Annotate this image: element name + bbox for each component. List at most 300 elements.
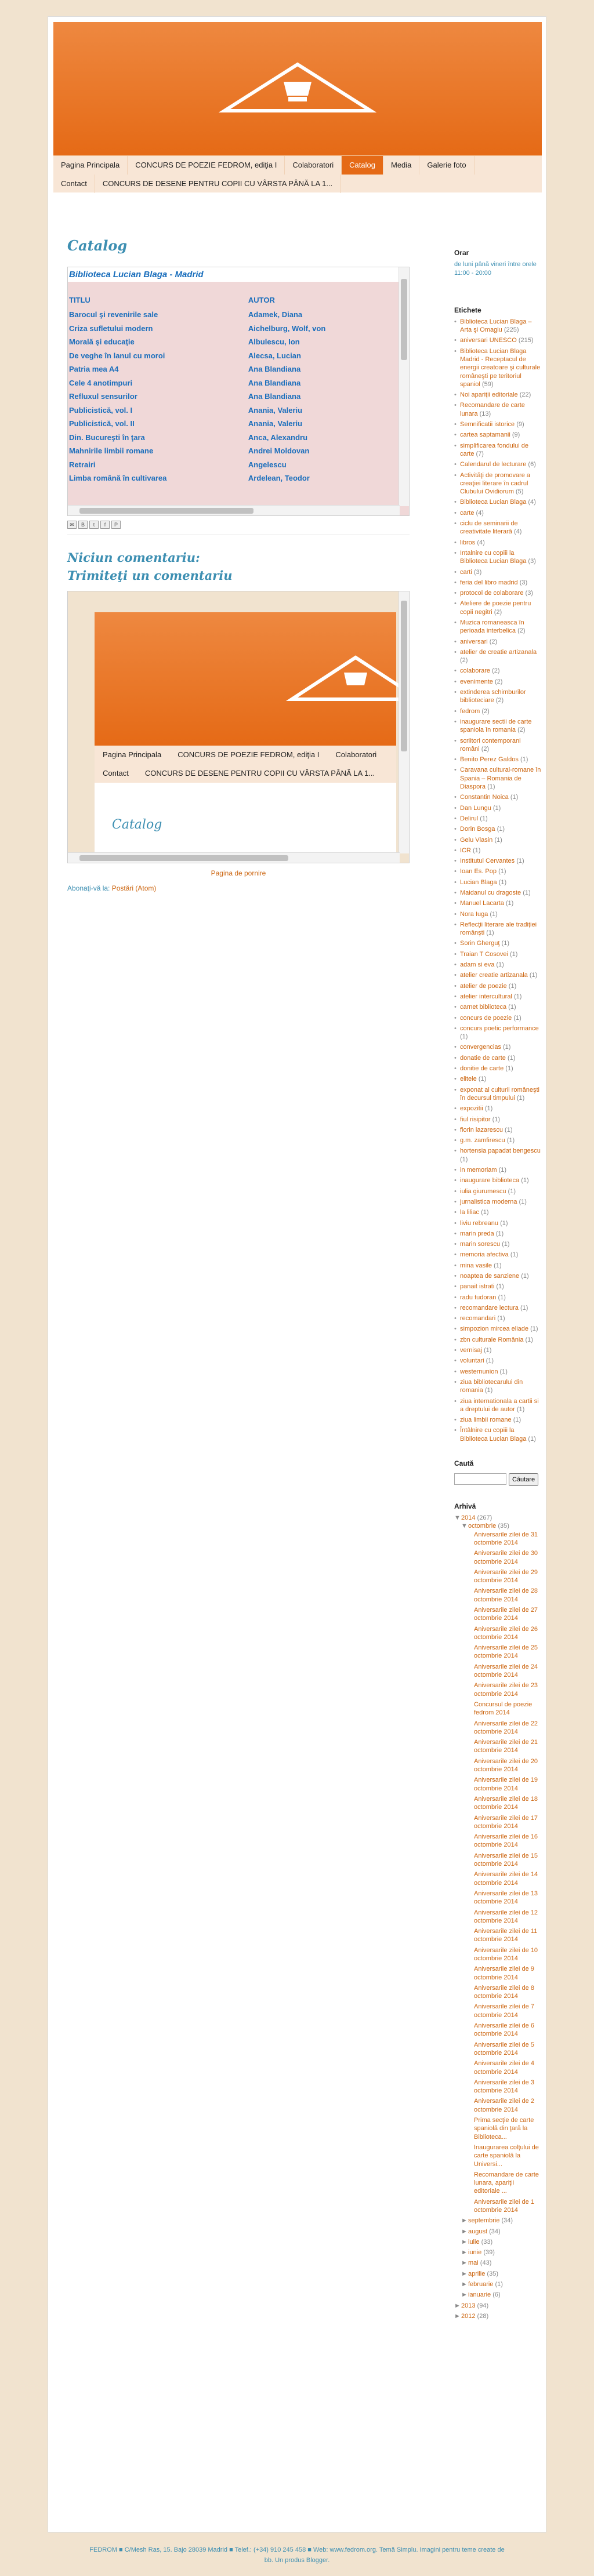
archive-post-link[interactable]: Aniversarile zilei de 2 octombrie 2014 — [474, 2098, 534, 2113]
archive-month[interactable] — [461, 2217, 541, 2225]
archive-post-item[interactable] — [474, 1720, 541, 1736]
search-button[interactable]: Căutare — [509, 1473, 538, 1486]
label-item[interactable] — [454, 1416, 541, 1424]
archive-post-item[interactable] — [474, 2097, 541, 2114]
label-link[interactable]: Intalnire cu copiii la Biblioteca Lucian Blaga — [460, 549, 527, 565]
label-item[interactable] — [454, 460, 541, 468]
archive-post-link[interactable]: Aniversarile zilei de 1 octombrie 2014 — [474, 2198, 534, 2214]
label-item[interactable] — [454, 899, 541, 907]
archive-post-link[interactable]: Inaugurarea colţului de carte spaniolă la Universi... — [474, 2143, 539, 2168]
label-link[interactable]: atelier de poezie — [460, 982, 507, 990]
label-link[interactable]: Sorin Gherguţ — [460, 940, 500, 947]
label-link[interactable]: Gelu Vlasin — [460, 836, 493, 844]
archive-post-link[interactable]: Aniversarile zilei de 30 octombrie 2014 — [474, 1550, 538, 1565]
label-item[interactable] — [454, 420, 541, 428]
archive-post-link[interactable]: Aniversarile zilei de 3 octombrie 2014 — [474, 2079, 534, 2095]
label-link[interactable]: iulia giurumescu — [460, 1187, 506, 1195]
label-item[interactable] — [454, 1176, 541, 1185]
label-link[interactable]: Traian T Cosovei — [460, 950, 508, 958]
label-item[interactable] — [454, 1325, 541, 1333]
label-link[interactable]: Activităţi de promovare a creaţiei literare în cadrul Clubului Ovidiorum — [460, 471, 531, 496]
label-link[interactable]: convergencias — [460, 1044, 501, 1051]
label-link[interactable]: ziua bibliotecarului din romania — [460, 1378, 523, 1394]
archive-year[interactable] — [454, 2312, 541, 2320]
label-link[interactable]: ziua limbii romane — [460, 1416, 512, 1424]
archive-post-link[interactable]: Aniversarile zilei de 8 octombrie 2014 — [474, 1984, 534, 2000]
archive-post-item[interactable] — [474, 1568, 541, 1585]
label-item[interactable] — [454, 1014, 541, 1022]
nav-item-media[interactable]: Media — [383, 156, 419, 175]
archive-post-item[interactable] — [474, 1531, 541, 1547]
label-item[interactable] — [454, 1336, 541, 1344]
label-item[interactable] — [454, 867, 541, 875]
expand-arrow-icon[interactable]: ► — [461, 2291, 468, 2299]
label-item[interactable] — [454, 1198, 541, 1206]
label-link[interactable]: g.m. zamfirescu — [460, 1137, 505, 1145]
label-item[interactable] — [454, 815, 541, 823]
home-link[interactable]: Pagina de pornire — [211, 869, 266, 877]
label-item[interactable] — [454, 1240, 541, 1248]
label-item[interactable] — [454, 889, 541, 897]
archive-post-item[interactable] — [474, 1852, 541, 1869]
label-link[interactable]: aniversari — [460, 638, 488, 645]
label-link[interactable]: noaptea de sanziene — [460, 1272, 520, 1280]
label-item[interactable] — [454, 579, 541, 587]
label-link[interactable]: protocol de colaborare — [460, 590, 524, 597]
label-item[interactable] — [454, 347, 541, 388]
label-item[interactable] — [454, 1294, 541, 1302]
archive-month[interactable] — [461, 2259, 541, 2267]
label-item[interactable] — [454, 336, 541, 344]
archive-post-item[interactable] — [474, 1606, 541, 1623]
pinterest-share-icon[interactable]: P — [111, 521, 121, 529]
label-link[interactable]: adam si eva — [460, 961, 495, 969]
label-link[interactable]: elitele — [460, 1076, 477, 1083]
label-link[interactable]: vernisaj — [460, 1347, 482, 1354]
label-item[interactable] — [454, 1136, 541, 1145]
label-link[interactable]: marin preda — [460, 1230, 494, 1237]
archive-post-item[interactable] — [474, 2003, 541, 2019]
expand-arrow-icon[interactable]: ▼ — [454, 1514, 461, 1522]
expand-arrow-icon[interactable]: ► — [461, 2281, 468, 2288]
archive-post-item[interactable] — [474, 1870, 541, 1887]
label-item[interactable] — [454, 1208, 541, 1216]
archive-post-item[interactable] — [474, 1681, 541, 1698]
label-item[interactable] — [454, 939, 541, 947]
archive-post-item[interactable] — [474, 2143, 541, 2168]
archive-month-link[interactable]: octombrie — [468, 1523, 497, 1530]
email-share-icon[interactable]: ✉ — [67, 521, 77, 529]
label-item[interactable] — [454, 793, 541, 801]
label-item[interactable] — [454, 846, 541, 855]
archive-post-item[interactable] — [474, 2171, 541, 2196]
label-link[interactable]: donatie de carte — [460, 1054, 506, 1062]
archive-post-item[interactable] — [474, 1909, 541, 1925]
label-item[interactable] — [454, 688, 541, 705]
archive-year[interactable] — [454, 1514, 541, 2299]
label-item[interactable] — [454, 401, 541, 418]
label-link[interactable]: mina vasile — [460, 1262, 492, 1269]
label-link[interactable]: jurnalistica moderna — [460, 1198, 517, 1205]
frame-nav-item-poetry[interactable]: CONCURS DE POEZIE FEDROM, ediţia I — [178, 750, 320, 759]
archive-month-link[interactable]: ianuarie — [468, 2291, 491, 2299]
label-item[interactable] — [454, 804, 541, 812]
label-item[interactable] — [454, 755, 541, 764]
archive-year[interactable] — [454, 2302, 541, 2310]
archive-month-link[interactable]: septembrie — [468, 2217, 500, 2225]
label-link[interactable]: cartea saptamanii — [460, 431, 510, 439]
label-link[interactable]: liviu rebreanu — [460, 1219, 499, 1227]
label-link[interactable]: hortensia papadat bengescu — [460, 1147, 541, 1155]
archive-post-link[interactable]: Aniversarile zilei de 29 octombrie 2014 — [474, 1568, 538, 1585]
archive-post-item[interactable] — [474, 1757, 541, 1774]
archive-post-item[interactable] — [474, 1738, 541, 1755]
archive-post-link[interactable]: Aniversarile zilei de 13 octombrie 2014 — [474, 1890, 538, 1906]
label-link[interactable]: concurs poetic performance — [460, 1024, 539, 1032]
label-item[interactable] — [454, 1357, 541, 1365]
label-link[interactable]: Biblioteca Lucian Blaga – Arta şi Omagiu — [460, 318, 532, 334]
archive-post-link[interactable]: Aniversarile zilei de 17 octombrie 2014 — [474, 1814, 538, 1830]
subscribe-atom-link[interactable]: Postări (Atom) — [111, 884, 157, 892]
twitter-share-icon[interactable]: t — [89, 521, 99, 529]
label-link[interactable]: recomandari — [460, 1315, 496, 1322]
label-item[interactable] — [454, 961, 541, 969]
label-item[interactable] — [454, 1219, 541, 1227]
archive-post-link[interactable]: Aniversarile zilei de 12 octombrie 2014 — [474, 1909, 538, 1924]
archive-post-item[interactable] — [474, 1890, 541, 1906]
label-link[interactable]: Reflecţii literare ale tradiţiei românşti — [460, 921, 537, 937]
archive-post-link[interactable]: Aniversarile zilei de 28 octombrie 2014 — [474, 1587, 538, 1603]
archive-post-item[interactable] — [474, 1814, 541, 1831]
label-item[interactable] — [454, 718, 541, 735]
facebook-share-icon[interactable]: f — [100, 521, 110, 529]
label-item[interactable] — [454, 1043, 541, 1051]
label-item[interactable] — [454, 600, 541, 616]
archive-post-link[interactable]: Aniversarile zilei de 11 octombrie 2014 — [474, 1928, 538, 1943]
archive-post-link[interactable]: Concursul de poezie fedrom 2014 — [474, 1701, 533, 1717]
label-item[interactable] — [454, 1104, 541, 1113]
expand-arrow-icon[interactable]: ► — [461, 2228, 468, 2235]
archive-month[interactable] — [461, 2270, 541, 2278]
label-link[interactable]: evenimente — [460, 678, 493, 685]
label-link[interactable]: radu tudoran — [460, 1294, 497, 1301]
catalog-vertical-scrollbar[interactable] — [399, 267, 409, 506]
label-item[interactable] — [454, 1230, 541, 1238]
label-link[interactable]: scriitori contemporani români — [460, 737, 521, 753]
expand-arrow-icon[interactable]: ► — [454, 2312, 461, 2320]
label-link[interactable]: Calendarul de lecturare — [460, 461, 527, 468]
archive-post-item[interactable] — [474, 2022, 541, 2039]
label-link[interactable]: Dan Lungu — [460, 804, 491, 812]
archive-post-link[interactable]: Aniversarile zilei de 18 octombrie 2014 — [474, 1795, 538, 1811]
archive-month-link[interactable]: aprilie — [468, 2270, 486, 2277]
label-link[interactable]: Constantin Noica — [460, 794, 509, 801]
nav-item-collaborators[interactable]: Colaboratori — [285, 156, 342, 175]
label-link[interactable]: Muzica romaneasca în perioada interbelica — [460, 619, 524, 635]
label-link[interactable]: fedrom — [460, 707, 480, 715]
expand-arrow-icon[interactable]: ► — [461, 2270, 468, 2277]
label-link[interactable]: carte — [460, 509, 475, 517]
label-item[interactable] — [454, 1282, 541, 1291]
label-link[interactable]: Caravana cultural-romane în Spania – Romania de Diaspora — [460, 766, 541, 791]
nav-item-photo-gallery[interactable]: Galerie foto — [419, 156, 474, 175]
archive-month-link[interactable]: august — [468, 2228, 488, 2235]
archive-post-link[interactable]: Aniversarile zilei de 31 octombrie 2014 — [474, 1531, 538, 1546]
archive-post-link[interactable]: Aniversarile zilei de 7 octombrie 2014 — [474, 2003, 534, 2019]
label-link[interactable]: Benito Perez Galdos — [460, 756, 519, 764]
archive-post-item[interactable] — [474, 1701, 541, 1717]
label-item[interactable] — [454, 648, 541, 665]
label-item[interactable] — [454, 1368, 541, 1376]
label-link[interactable]: exponat al culturii româneşti în decursul timpului — [460, 1086, 539, 1102]
archive-post-item[interactable] — [474, 2059, 541, 2076]
archive-post-item[interactable] — [474, 1984, 541, 2001]
scroll-thumb[interactable] — [79, 855, 288, 861]
label-link[interactable]: Lucian Blaga — [460, 878, 497, 886]
archive-post-item[interactable] — [474, 1625, 541, 1642]
archive-month-link[interactable]: februarie — [468, 2281, 494, 2288]
label-item[interactable] — [454, 568, 541, 576]
archive-post-link[interactable]: Aniversarile zilei de 19 octombrie 2014 — [474, 1776, 538, 1792]
archive-post-item[interactable] — [474, 1927, 541, 1944]
label-link[interactable]: Noi apariţii editoriale — [460, 391, 518, 399]
archive-year-link[interactable]: 2013 — [461, 2302, 476, 2309]
expand-arrow-icon[interactable]: ► — [454, 2302, 461, 2309]
archive-post-item[interactable] — [474, 1833, 541, 1850]
search-input[interactable] — [454, 1473, 506, 1485]
label-link[interactable]: westernunion — [460, 1368, 498, 1375]
label-item[interactable] — [454, 878, 541, 886]
archive-post-link[interactable]: Aniversarile zilei de 23 octombrie 2014 — [474, 1682, 538, 1698]
label-item[interactable] — [454, 1378, 541, 1395]
label-link[interactable]: Recomandare de carte lunara — [460, 402, 525, 417]
label-item[interactable] — [454, 857, 541, 865]
expand-arrow-icon[interactable]: ▼ — [461, 1523, 468, 1530]
archive-month[interactable] — [461, 2238, 541, 2246]
archive-post-link[interactable]: Aniversarile zilei de 4 octombrie 2014 — [474, 2060, 534, 2076]
label-item[interactable] — [454, 1126, 541, 1134]
label-item[interactable] — [454, 539, 541, 547]
archive-month[interactable] — [461, 2280, 541, 2288]
archive-post-item[interactable] — [474, 1946, 541, 1963]
label-link[interactable]: Ateliere de poezie pentru copii negitri — [460, 600, 531, 616]
label-item[interactable] — [454, 442, 541, 459]
label-item[interactable] — [454, 1166, 541, 1174]
label-item[interactable] — [454, 1251, 541, 1259]
label-item[interactable] — [454, 589, 541, 597]
label-link[interactable]: simpozion mircea eliade — [460, 1325, 528, 1333]
archive-post-link[interactable]: Prima secţie de carte spaniolă din ţară la Biblioteca... — [474, 2117, 534, 2141]
nav-item-poetry-contest[interactable]: CONCURS DE POEZIE FEDROM, ediţia I — [128, 156, 285, 175]
label-item[interactable] — [454, 391, 541, 399]
label-item[interactable] — [454, 737, 541, 754]
archive-month[interactable] — [461, 1522, 541, 2214]
archive-year-link[interactable]: 2014 — [461, 1514, 476, 1522]
label-link[interactable]: fiul risipitor — [460, 1116, 491, 1123]
label-item[interactable] — [454, 1054, 541, 1062]
label-link[interactable]: ziua internationala a cartii si a dreptului de autor — [460, 1397, 539, 1413]
label-link[interactable]: atelier intercultural — [460, 993, 512, 1000]
label-item[interactable] — [454, 950, 541, 958]
label-item[interactable] — [454, 1397, 541, 1414]
label-link[interactable]: aniversari UNESCO — [460, 337, 517, 344]
label-item[interactable] — [454, 1346, 541, 1354]
label-item[interactable] — [454, 667, 541, 675]
archive-post-link[interactable]: Aniversarile zilei de 21 octombrie 2014 — [474, 1739, 538, 1754]
label-item[interactable] — [454, 1147, 541, 1164]
label-link[interactable]: inaugurare biblioteca — [460, 1177, 520, 1185]
label-link[interactable]: concurs de poezie — [460, 1014, 512, 1022]
label-link[interactable]: carti — [460, 568, 472, 576]
archive-post-link[interactable]: Aniversarile zilei de 24 octombrie 2014 — [474, 1663, 538, 1679]
label-link[interactable]: feria del libro madrid — [460, 579, 518, 586]
archive-post-item[interactable] — [474, 1587, 541, 1604]
label-item[interactable] — [454, 549, 541, 566]
archive-post-link[interactable]: Aniversarile zilei de 20 octombrie 2014 — [474, 1757, 538, 1774]
label-item[interactable] — [454, 921, 541, 938]
catalog-horizontal-scrollbar[interactable] — [68, 505, 400, 515]
label-link[interactable]: Întâlnire cu copiii la Biblioteca Lucian Blaga — [460, 1427, 527, 1443]
label-item[interactable] — [454, 836, 541, 844]
scroll-thumb[interactable] — [401, 601, 407, 751]
archive-post-item[interactable] — [474, 1549, 541, 1566]
label-link[interactable]: Biblioteca Lucian Blaga — [460, 499, 527, 506]
label-item[interactable] — [454, 982, 541, 990]
label-link[interactable]: Delirul — [460, 815, 479, 822]
blogthis-share-icon[interactable]: B — [78, 521, 88, 529]
archive-month-link[interactable]: mai — [468, 2259, 479, 2267]
label-item[interactable] — [454, 1262, 541, 1270]
label-link[interactable]: Institutul Cervantes — [460, 858, 515, 865]
label-link[interactable]: recomandare lectura — [460, 1304, 519, 1311]
label-item[interactable] — [454, 1426, 541, 1443]
archive-post-item[interactable] — [474, 2198, 541, 2215]
label-item[interactable] — [454, 993, 541, 1001]
archive-post-link[interactable]: Aniversarile zilei de 22 octombrie 2014 — [474, 1720, 538, 1735]
archive-post-link[interactable]: Aniversarile zilei de 10 octombrie 2014 — [474, 1946, 538, 1962]
comment-frame-horizontal-scrollbar[interactable] — [68, 852, 400, 863]
label-link[interactable]: simplificarea fondului de carte — [460, 442, 529, 457]
archive-post-link[interactable]: Aniversarile zilei de 15 octombrie 2014 — [474, 1852, 538, 1868]
label-link[interactable]: Semnificatii istorice — [460, 421, 515, 428]
label-link[interactable]: donitie de carte — [460, 1065, 504, 1073]
label-link[interactable]: expozitii — [460, 1105, 483, 1113]
label-item[interactable] — [454, 318, 541, 335]
label-item[interactable] — [454, 471, 541, 496]
label-link[interactable]: memoria afectiva — [460, 1251, 509, 1259]
label-item[interactable] — [454, 1272, 541, 1280]
archive-post-item[interactable] — [474, 1663, 541, 1680]
label-link[interactable]: zbn culturale România — [460, 1336, 524, 1343]
archive-month[interactable] — [461, 2228, 541, 2236]
nav-item-contact[interactable]: Contact — [53, 175, 95, 193]
archive-post-item[interactable] — [474, 2041, 541, 2058]
frame-nav-item-home[interactable]: Pagina Principala — [103, 750, 162, 759]
nav-item-home[interactable]: Pagina Principala — [53, 156, 128, 175]
archive-post-item[interactable] — [474, 2116, 541, 2141]
label-link[interactable]: ICR — [460, 846, 471, 854]
archive-post-link[interactable]: Aniversarile zilei de 25 octombrie 2014 — [474, 1644, 538, 1660]
expand-arrow-icon[interactable]: ► — [461, 2249, 468, 2257]
expand-arrow-icon[interactable]: ► — [461, 2238, 468, 2246]
label-item[interactable] — [454, 619, 541, 635]
expand-arrow-icon[interactable]: ► — [461, 2259, 468, 2267]
archive-post-link[interactable]: Aniversarile zilei de 14 octombrie 2014 — [474, 1871, 538, 1887]
label-item[interactable] — [454, 910, 541, 918]
label-link[interactable]: panait istrati — [460, 1283, 495, 1291]
expand-arrow-icon[interactable]: ► — [461, 2217, 468, 2225]
label-link[interactable]: Dorin Bosga — [460, 826, 495, 833]
label-link[interactable]: Biblioteca Lucian Blaga Madrid - Receptacul de energii creatoare şi culturale româneşti pe teritoriul spaniol — [460, 347, 541, 388]
scroll-thumb[interactable] — [401, 279, 407, 360]
label-link[interactable]: ciclu de seminarii de creativitate literară — [460, 520, 518, 536]
archive-post-link[interactable]: Aniversarile zilei de 27 octombrie 2014 — [474, 1607, 538, 1622]
nav-item-drawing-contest[interactable]: CONCURS DE DESENE PENTRU COPII CU VÂRSTA PÂNĂ LA 1... — [95, 175, 341, 193]
archive-month[interactable] — [461, 2291, 541, 2299]
archive-post-link[interactable]: Recomandare de carte lunara, apariţii editoriale ... — [474, 2171, 539, 2195]
label-link[interactable]: libros — [460, 539, 476, 546]
label-link[interactable]: Ioan Es. Pop — [460, 868, 497, 875]
label-link[interactable]: marin sorescu — [460, 1241, 501, 1248]
label-item[interactable] — [454, 825, 541, 833]
label-item[interactable] — [454, 509, 541, 517]
label-link[interactable]: in memoriam — [460, 1167, 497, 1174]
archive-post-link[interactable]: Aniversarile zilei de 5 octombrie 2014 — [474, 2041, 534, 2057]
label-item[interactable] — [454, 1116, 541, 1124]
label-item[interactable] — [454, 1064, 541, 1073]
label-item[interactable] — [454, 519, 541, 536]
label-link[interactable]: florin lazarescu — [460, 1126, 503, 1133]
archive-month-link[interactable]: iunie — [468, 2249, 482, 2257]
archive-post-link[interactable]: Aniversarile zilei de 16 octombrie 2014 — [474, 1833, 538, 1849]
archive-month[interactable] — [461, 2248, 541, 2257]
label-item[interactable] — [454, 678, 541, 686]
label-link[interactable]: Nora Iuga — [460, 910, 488, 918]
archive-month-link[interactable]: iulie — [468, 2238, 480, 2246]
archive-post-item[interactable] — [474, 1795, 541, 1812]
label-link[interactable]: Maidanul cu dragoste — [460, 889, 521, 896]
label-link[interactable]: Manuel Lacarta — [460, 900, 504, 907]
label-item[interactable] — [454, 1304, 541, 1312]
archive-post-item[interactable] — [474, 2079, 541, 2095]
label-link[interactable]: colaborare — [460, 667, 490, 675]
label-item[interactable] — [454, 766, 541, 791]
label-link[interactable]: atelier de creatie artizanala — [460, 648, 537, 656]
archive-post-link[interactable]: Aniversarile zilei de 26 octombrie 2014 — [474, 1625, 538, 1641]
label-item[interactable] — [454, 1086, 541, 1103]
label-link[interactable]: atelier creatie artizanala — [460, 972, 528, 979]
label-link[interactable]: la liliac — [460, 1209, 480, 1216]
label-link[interactable]: carnet biblioteca — [460, 1004, 507, 1011]
frame-nav-item-contact[interactable]: Contact — [103, 769, 129, 777]
archive-post-item[interactable] — [474, 1644, 541, 1661]
label-item[interactable] — [454, 498, 541, 506]
label-item[interactable] — [454, 971, 541, 979]
archive-post-link[interactable]: Aniversarile zilei de 9 octombrie 2014 — [474, 1965, 534, 1981]
label-item[interactable] — [454, 1075, 541, 1083]
archive-post-link[interactable]: Aniversarile zilei de 6 octombrie 2014 — [474, 2022, 534, 2038]
comment-frame-vertical-scrollbar[interactable] — [399, 591, 409, 853]
label-link[interactable]: extinderea schimburilor biblioteciare — [460, 689, 526, 704]
label-item[interactable] — [454, 638, 541, 646]
frame-nav-item-drawing[interactable]: CONCURS DE DESENE PENTRU COPII CU VÂRSTA PÂNĂ LA 1... — [144, 769, 375, 777]
label-item[interactable] — [454, 1024, 541, 1041]
label-link[interactable]: inaugurare sectii de carte spaniola în romania — [460, 718, 532, 734]
label-link[interactable]: voluntari — [460, 1357, 484, 1365]
label-item[interactable] — [454, 431, 541, 439]
label-item[interactable] — [454, 707, 541, 715]
archive-year-link[interactable]: 2012 — [461, 2312, 476, 2320]
